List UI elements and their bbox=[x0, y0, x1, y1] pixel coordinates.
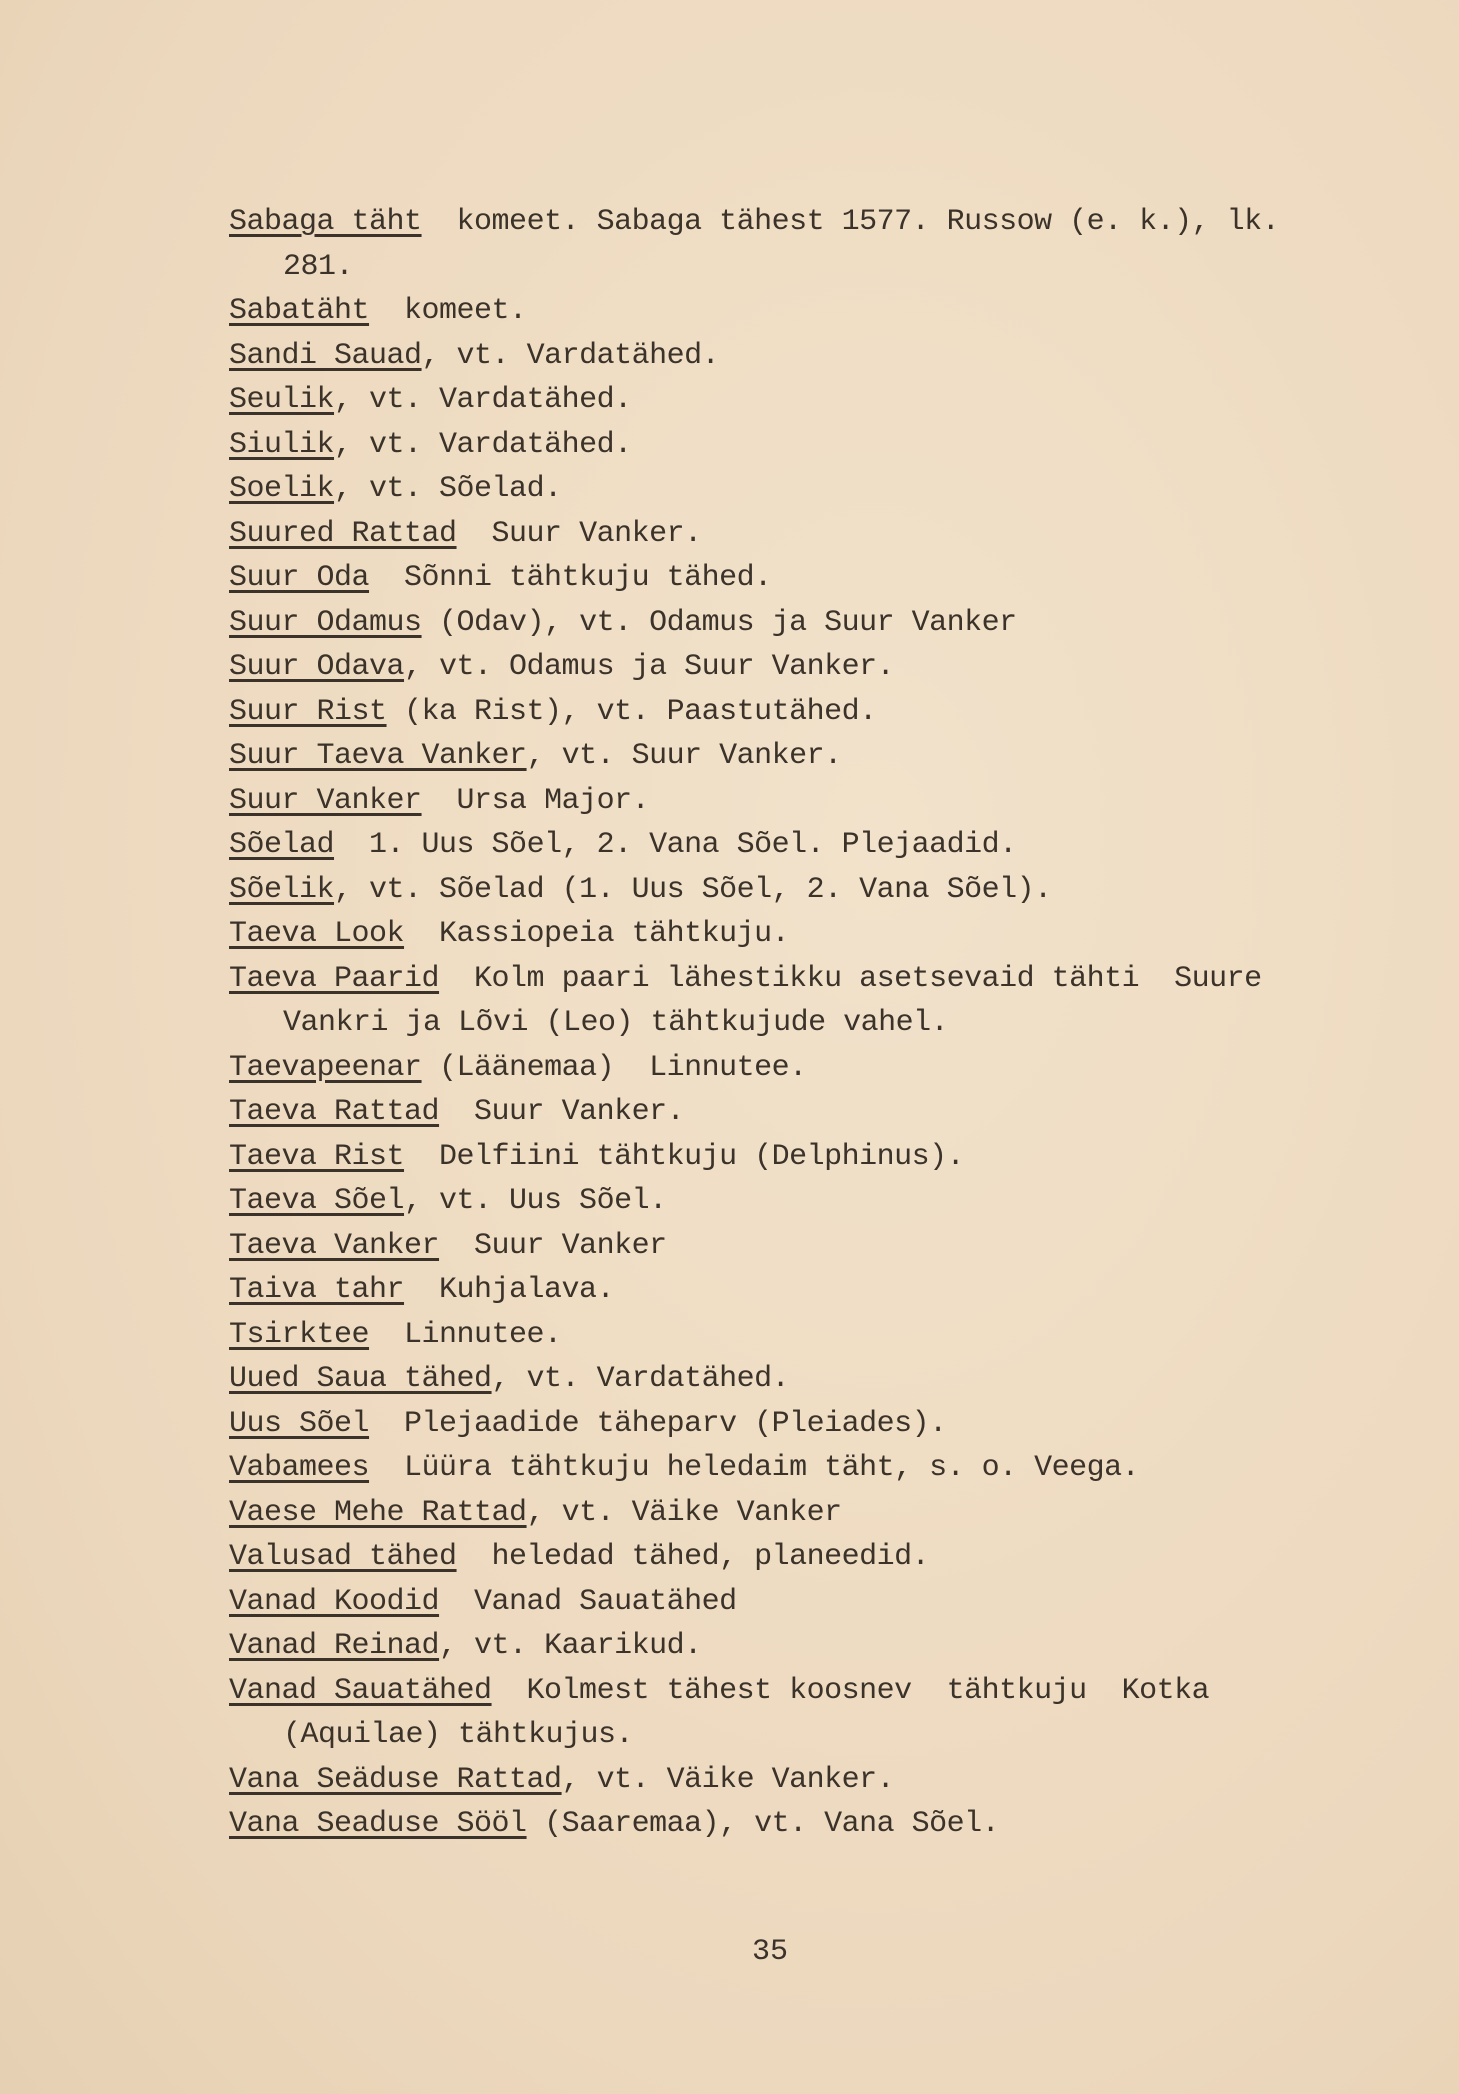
entry-definition: , vt. Väike Vanker bbox=[526, 1495, 842, 1530]
entry-term: Taeva Rist bbox=[229, 1139, 405, 1174]
glossary-entry bbox=[229, 734, 1359, 779]
entry-continuation: 281. bbox=[283, 249, 354, 284]
entry-definition: , vt. Väike Vanker. bbox=[561, 1762, 895, 1797]
entry-definition: Kassiopeia tähtkuju. bbox=[404, 917, 790, 951]
entry-definition: Kolm paari lähestikku asetsevaid tähti Suure bbox=[439, 961, 1262, 996]
entry-term: Taeva Vanker bbox=[229, 1228, 440, 1263]
glossary-page bbox=[229, 200, 1359, 1847]
entry-term: Taeva Sõel bbox=[229, 1184, 405, 1218]
entry-term: Sabaga täht bbox=[229, 205, 422, 239]
entry-term: Taiva tahr bbox=[229, 1273, 405, 1307]
entry-term: Suur Oda bbox=[229, 561, 370, 595]
entry-definition: Suur Vanker. bbox=[456, 516, 702, 551]
entry-definition: (Saaremaa), vt. Vana Sõel. bbox=[526, 1807, 1000, 1841]
glossary-entry bbox=[229, 1179, 1359, 1224]
entry-term: Vanad Sauatähed bbox=[229, 1673, 492, 1708]
entry-term: Suur Taeva Vanker bbox=[229, 739, 527, 773]
glossary-entry bbox=[229, 779, 1359, 824]
entry-definition: Lüüra tähtkuju heledaim täht, s. o. Veega. bbox=[369, 1451, 1140, 1485]
glossary-entry bbox=[229, 868, 1359, 913]
entry-term: Vana Seaduse Sööl bbox=[229, 1807, 527, 1841]
entry-term: Valusad tähed bbox=[229, 1540, 457, 1574]
entry-term: Uus Sõel bbox=[229, 1406, 370, 1441]
entry-definition: , vt. Odamus ja Suur Vanker. bbox=[404, 650, 895, 684]
entry-definition: Linnutee. bbox=[369, 1317, 562, 1352]
entry-term: Vanad Reinad bbox=[229, 1629, 440, 1663]
entry-definition: komeet. Sabaga tähest 1577. Russow (e. k.), lk. bbox=[421, 205, 1280, 239]
entry-term: Suur Rist bbox=[229, 694, 387, 729]
entry-definition: , vt. Uus Sõel. bbox=[404, 1184, 667, 1218]
glossary-entry bbox=[229, 1580, 1359, 1625]
entry-term: Taeva Look bbox=[229, 917, 405, 951]
glossary-entry bbox=[229, 1046, 1359, 1091]
glossary-entry bbox=[229, 912, 1359, 957]
glossary-entry bbox=[229, 467, 1359, 512]
entry-definition: Vanad Sauatähed bbox=[439, 1584, 737, 1619]
entry-definition: Suur Vanker. bbox=[439, 1095, 685, 1129]
entry-term: Suur Odamus bbox=[229, 605, 422, 640]
entry-definition: , vt. Suur Vanker. bbox=[526, 739, 842, 773]
glossary-entry bbox=[229, 1446, 1359, 1491]
glossary-entry bbox=[229, 1669, 1359, 1758]
glossary-entry bbox=[229, 645, 1359, 690]
entry-term: Siulik bbox=[229, 427, 335, 462]
glossary-entry bbox=[229, 1357, 1359, 1402]
glossary-entry bbox=[229, 823, 1359, 868]
entry-term: Tsirktee bbox=[229, 1317, 370, 1352]
entry-term: Taevapeenar bbox=[229, 1050, 422, 1085]
entry-definition: Suur Vanker bbox=[439, 1228, 667, 1263]
entry-term: Sabatäht bbox=[229, 294, 370, 328]
glossary-entry bbox=[229, 1135, 1359, 1180]
entry-term: Suur Odava bbox=[229, 650, 405, 684]
entry-definition: , vt. Vardatähed. bbox=[421, 338, 720, 373]
entry-term: Vaese Mehe Rattad bbox=[229, 1495, 527, 1530]
entry-term: Soelik bbox=[229, 472, 335, 506]
entry-term: Vana Seäduse Rattad bbox=[229, 1762, 562, 1797]
glossary-entry bbox=[229, 556, 1359, 601]
glossary-entry bbox=[229, 378, 1359, 423]
entry-definition: , vt. Vardatähed. bbox=[491, 1362, 790, 1396]
entry-term: Sõelik bbox=[229, 872, 335, 907]
page-number: 35 bbox=[752, 1935, 789, 1969]
glossary-entry bbox=[229, 1402, 1359, 1447]
glossary-entry bbox=[229, 957, 1359, 1046]
entry-term: Sandi Sauad bbox=[229, 338, 422, 373]
entry-term: Uued Saua tähed bbox=[229, 1362, 492, 1396]
glossary-entry bbox=[229, 200, 1359, 289]
entry-term: Vanad Koodid bbox=[229, 1584, 440, 1619]
glossary-entry bbox=[229, 1224, 1359, 1269]
glossary-entry bbox=[229, 1802, 1359, 1847]
entry-continuation: Vankri ja Lõvi (Leo) tähtkujude vahel. bbox=[283, 1006, 949, 1040]
glossary-entry bbox=[229, 1491, 1359, 1536]
entry-definition: komeet. bbox=[369, 294, 527, 328]
entry-definition: Delfiini tähtkuju (Delphinus). bbox=[404, 1139, 965, 1174]
entry-definition: , vt. Kaarikud. bbox=[439, 1629, 702, 1663]
glossary-entry bbox=[229, 1090, 1359, 1135]
entry-definition: heledad tähed, planeedid. bbox=[456, 1540, 930, 1574]
glossary-entry bbox=[229, 1758, 1359, 1803]
entry-term: Taeva Rattad bbox=[229, 1095, 440, 1129]
glossary-entry bbox=[229, 423, 1359, 468]
entry-term: Suur Vanker bbox=[229, 783, 422, 818]
entry-term: Taeva Paarid bbox=[229, 961, 440, 996]
entry-definition: Kuhjalava. bbox=[404, 1273, 615, 1307]
entry-term: Suured Rattad bbox=[229, 516, 457, 551]
glossary-entry bbox=[229, 1313, 1359, 1358]
entry-definition: Kolmest tähest koosnev tähtkuju Kotka bbox=[491, 1673, 1210, 1708]
entry-definition: Plejaadide täheparv (Pleiades). bbox=[369, 1406, 947, 1441]
entry-term: Vabamees bbox=[229, 1451, 370, 1485]
entry-term: Seulik bbox=[229, 383, 335, 417]
glossary-entry bbox=[229, 289, 1359, 334]
entry-definition: (ka Rist), vt. Paastutähed. bbox=[386, 694, 877, 729]
entry-definition: Ursa Major. bbox=[421, 783, 650, 818]
entry-definition: , vt. Sõelad (1. Uus Sõel, 2. Vana Sõel). bbox=[334, 872, 1052, 907]
glossary-entry bbox=[229, 601, 1359, 646]
entry-term: Sõelad bbox=[229, 828, 335, 862]
entry-definition: , vt. Sõelad. bbox=[334, 472, 562, 506]
glossary-entry bbox=[229, 334, 1359, 379]
entry-definition: 1. Uus Sõel, 2. Vana Sõel. Plejaadid. bbox=[334, 828, 1017, 862]
entry-definition: Sõnni tähtkuju tähed. bbox=[369, 561, 772, 595]
entry-definition: (Odav), vt. Odamus ja Suur Vanker bbox=[421, 605, 1017, 640]
entry-continuation: (Aquilae) tähtkujus. bbox=[283, 1718, 634, 1752]
glossary-entry bbox=[229, 1535, 1359, 1580]
entry-definition: , vt. Vardatähed. bbox=[334, 427, 632, 462]
glossary-entry bbox=[229, 1624, 1359, 1669]
glossary-entry bbox=[229, 1268, 1359, 1313]
entry-definition: , vt. Vardatähed. bbox=[334, 383, 632, 417]
glossary-entry bbox=[229, 512, 1359, 557]
entry-definition: (Läänemaa) Linnutee. bbox=[421, 1050, 807, 1085]
glossary-entry bbox=[229, 690, 1359, 735]
